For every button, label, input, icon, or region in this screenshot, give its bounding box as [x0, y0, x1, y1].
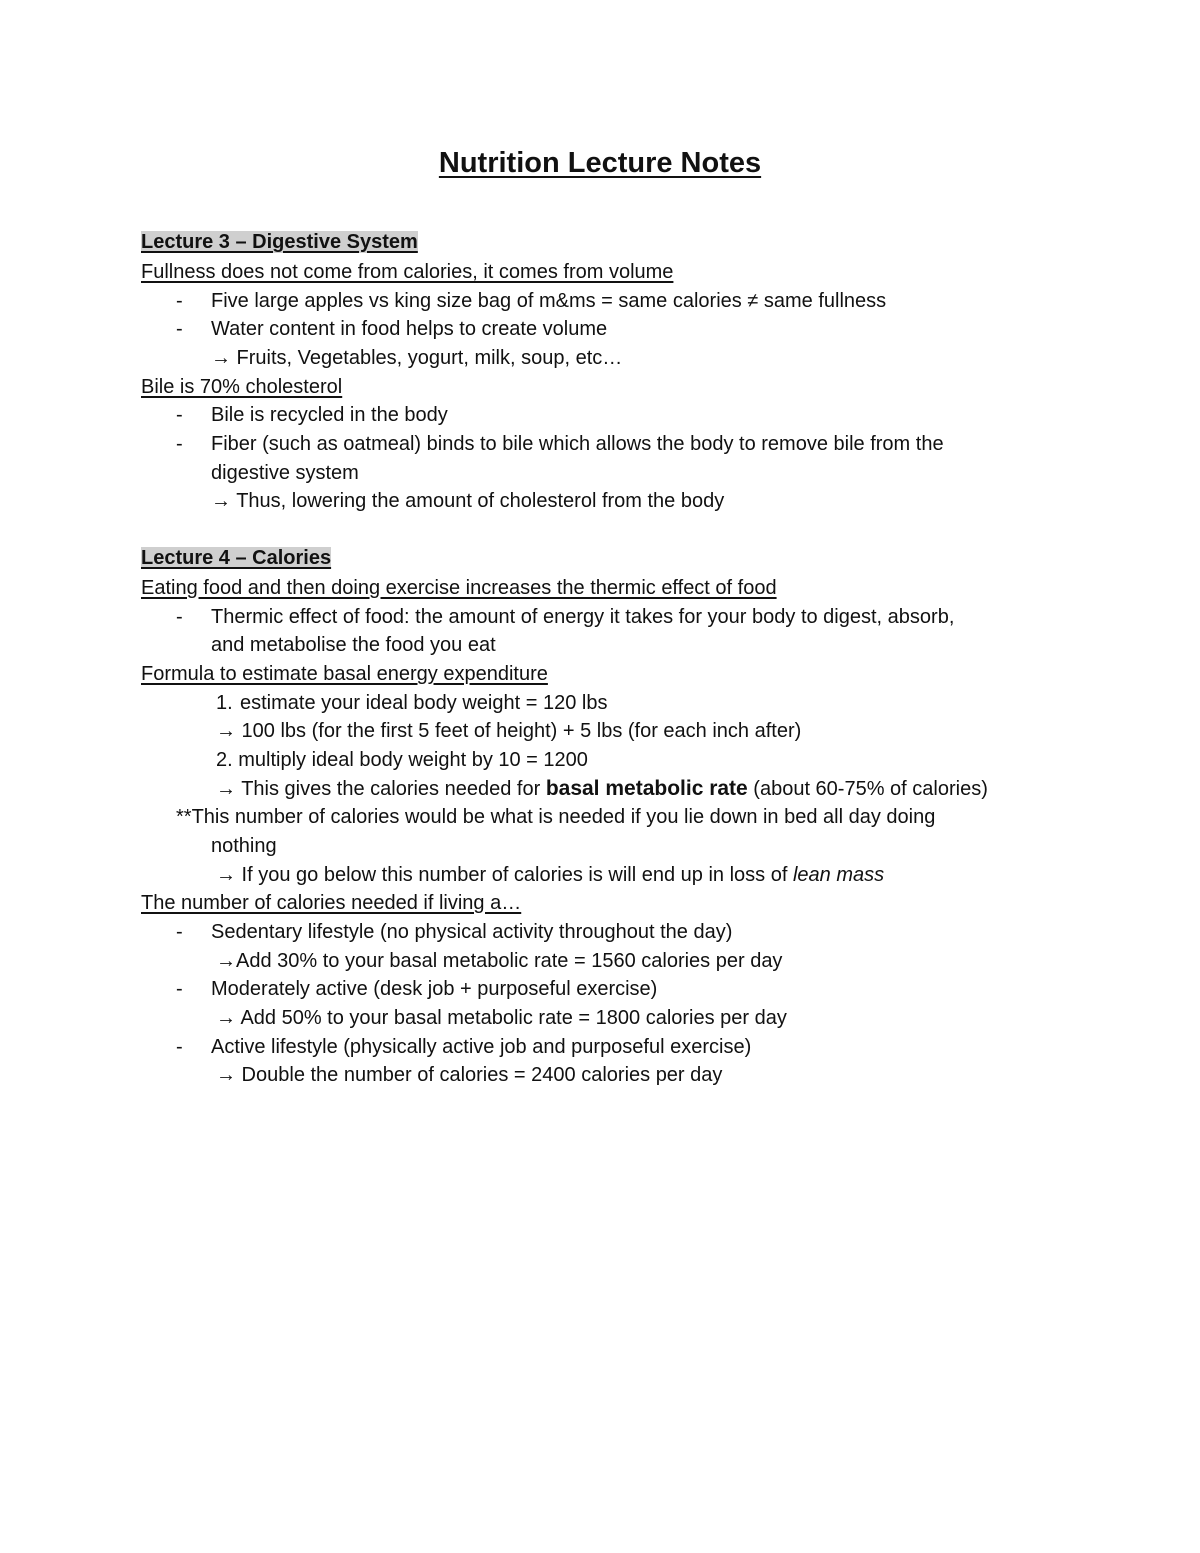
lean-mass-term: lean mass	[792, 864, 885, 886]
arrow-note: → Double the number of calories = 2400 calories per day	[216, 1064, 723, 1086]
lecture-4-topic-thermic: Eating food and then doing exercise increases the thermic effect of food	[141, 577, 777, 599]
lecture-3-heading	[141, 228, 418, 256]
list-item-continuation: and metabolise the food you eat	[211, 634, 496, 656]
step-1: estimate your ideal body weight = 120 lbs	[240, 692, 608, 714]
list-item: Fiber (such as oatmeal) binds to bile which allows the body to remove bile from the	[211, 433, 944, 455]
lecture-3-topic-bile: Bile is 70% cholesterol	[141, 376, 343, 398]
bullet-dash: -	[176, 433, 183, 455]
arrow-note-lean-mass	[216, 861, 884, 889]
arrow-note-text: (about 60-75% of calories)	[747, 778, 988, 800]
list-item: Sedentary lifestyle (no physical activity throughout the day)	[211, 921, 733, 943]
arrow-note-text: → This gives the calories needed for	[216, 778, 546, 800]
list-item: Bile is recycled in the body	[211, 404, 448, 426]
list-item: Moderately active (desk job + purposeful exercise)	[211, 978, 658, 1000]
lecture-4-topic-formula: Formula to estimate basal energy expenditure	[141, 663, 548, 685]
bullet-dash: -	[176, 404, 183, 426]
bullet-dash: -	[176, 318, 183, 340]
list-item: Five large apples vs king size bag of m&ms = same calories ≠ same fullness	[211, 290, 887, 312]
bullet-dash: -	[176, 978, 183, 1000]
step-2: 2. multiply ideal body weight by 10 = 1200	[216, 749, 588, 771]
bmr-term: basal metabolic rate	[545, 777, 748, 800]
lecture-3-heading-text: Lecture 3 – Digestive System	[141, 231, 418, 253]
lecture-4-topic-lifestyle: The number of calories needed if living a…	[141, 892, 522, 914]
page-title: Nutrition Lecture Notes	[438, 147, 762, 179]
arrow-note: → Thus, lowering the amount of cholesterol from the body	[211, 490, 725, 512]
bullet-dash: -	[176, 606, 183, 628]
arrow-note: → Add 50% to your basal metabolic rate = 1800 calories per day	[216, 1007, 787, 1029]
list-item: Thermic effect of food: the amount of energy it takes for your body to digest, absorb,	[211, 606, 955, 628]
list-item: Water content in food helps to create volume	[211, 318, 608, 340]
note-continuation: nothing	[211, 835, 277, 857]
arrow-note: → Fruits, Vegetables, yogurt, milk, soup, etc…	[211, 347, 623, 369]
arrow-note-bmr	[216, 775, 988, 803]
bullet-dash: -	[176, 1036, 183, 1058]
list-item-continuation: digestive system	[211, 462, 359, 484]
list-item: Active lifestyle (physically active job and purposeful exercise)	[211, 1036, 752, 1058]
bullet-dash: -	[176, 921, 183, 943]
lecture-4-heading	[141, 544, 331, 572]
note-line: **This number of calories would be what is needed if you lie down in bed all day doing	[176, 806, 936, 828]
lecture-3-topic-fullness: Fullness does not come from calories, it comes from volume	[141, 261, 674, 283]
lecture-4-heading-text: Lecture 4 – Calories	[141, 547, 332, 569]
arrow-note: → 100 lbs (for the first 5 feet of height) + 5 lbs (for each inch after)	[216, 720, 802, 742]
arrow-note-text: → If you go below this number of calories is will end up in loss of	[216, 864, 793, 886]
bullet-dash: -	[176, 290, 183, 312]
step-1-number: 1.	[216, 692, 233, 714]
arrow-note: →Add 30% to your basal metabolic rate = 1560 calories per day	[216, 950, 783, 972]
